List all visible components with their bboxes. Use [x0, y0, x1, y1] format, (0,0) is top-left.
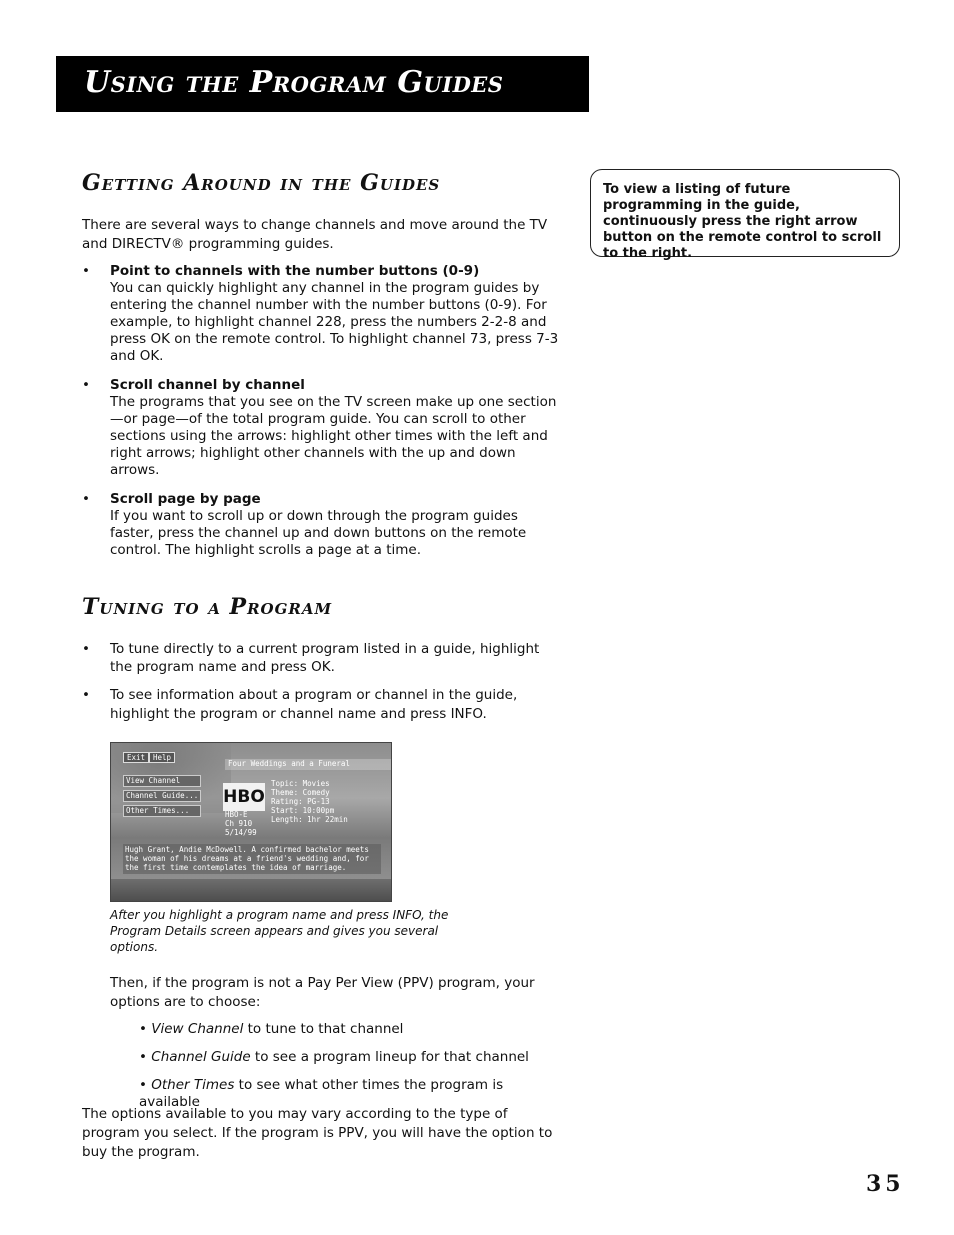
- option-name: Channel Guide: [151, 1049, 251, 1065]
- screen-program-title: Four Weddings and a Funeral: [225, 759, 391, 770]
- channel-line: HBO-E: [225, 810, 248, 819]
- detail-line: Theme: Comedy: [271, 788, 330, 797]
- option-item: • Channel Guide to see a program lineup for that channel: [139, 1049, 529, 1065]
- option-name: View Channel: [151, 1021, 244, 1037]
- intro-paragraph: There are several ways to change channels and move around the TV and DIRECTV® programming guides.: [82, 217, 548, 252]
- bullet-title: Scroll channel by channel: [110, 377, 305, 393]
- screen-help-button: Help: [149, 752, 175, 763]
- screen-menu-channel-guide: Channel Guide...: [123, 790, 201, 802]
- bullet-dot: •: [82, 687, 90, 703]
- screen-details: [271, 779, 381, 824]
- tip-note-box: To view a listing of future programming in the guide, continuously press the right arrow button on the remote control to scroll to the right.: [590, 169, 900, 257]
- section-heading-getting-around: Getting Around in the Guides: [82, 170, 441, 196]
- then-paragraph: Then, if the program is not a Pay Per View (PPV) program, your options are to choose:: [110, 975, 535, 1010]
- bullet-dot: •: [82, 263, 90, 279]
- bullet-text: To see information about a program or channel in the guide, highlight the program or channel name and press INFO.: [110, 687, 518, 722]
- screen-channel-info: [225, 810, 257, 837]
- bullet-dot: •: [82, 491, 90, 507]
- hbo-logo: HBO: [223, 783, 265, 811]
- channel-line: Ch 910: [225, 819, 253, 828]
- screen-description: Hugh Grant, Andie McDowell. A confirmed bachelor meets the woman of his dreams at a friend's wedding and, for the first time contemplates the idea of marriage.: [123, 844, 381, 874]
- detail-line: Length: 1hr 22min: [271, 815, 348, 824]
- figure-caption: After you highlight a program name and press INFO, the Program Details screen appears and gives you several options.: [110, 908, 449, 954]
- bullet-text: If you want to scroll up or down through the program guides faster, press the channel up and down buttons on the remote control. The highlight scrolls a page at a time.: [110, 508, 527, 558]
- screen-foreground: [111, 879, 392, 901]
- option-item: • View Channel to tune to that channel: [139, 1021, 404, 1037]
- bullet-title: Scroll page by page: [110, 491, 261, 507]
- option-desc: to see a program lineup for that channel: [250, 1049, 529, 1065]
- screen-menu-other-times: Other Times...: [123, 805, 201, 817]
- channel-line: 5/14/99: [225, 828, 257, 837]
- detail-line: Start: 10:00pm: [271, 806, 335, 815]
- page-number: 35: [866, 1171, 905, 1197]
- detail-line: Rating: PG-13: [271, 797, 330, 806]
- header-bar: [56, 56, 589, 112]
- screen-menu-view-channel: View Channel: [123, 775, 201, 787]
- detail-line: Topic: Movies: [271, 779, 330, 788]
- bullet-dot: •: [82, 641, 90, 657]
- page-title: Using the Program Guides: [84, 65, 504, 100]
- bullet-text: You can quickly highlight any channel in the program guides by entering the channel number with the number buttons (0-9). For example, to highlight channel 228, press the numbers 2-2-8 and press OK on the remote control. To highlight channel 73, press 7-3 and OK.: [110, 280, 559, 364]
- screen-exit-button: Exit: [123, 752, 149, 763]
- option-name: Other Times: [151, 1077, 235, 1093]
- option-item: • Other Times to see what other times the program is available: [139, 1077, 504, 1110]
- bullet-title: Point to channels with the number buttons (0-9): [110, 263, 480, 279]
- bullet-text: To tune directly to a current program listed in a guide, highlight the program name and press OK.: [110, 641, 540, 675]
- section-heading-tuning: Tuning to a Program: [82, 594, 333, 620]
- bullet-dot: •: [82, 377, 90, 393]
- program-details-screenshot: [110, 742, 392, 902]
- closing-paragraph: The options available to you may vary according to the type of program you select. If the program is PPV, you will have the option to buy the program.: [82, 1106, 553, 1160]
- option-desc: to tune to that channel: [243, 1021, 404, 1037]
- bullet-text: The programs that you see on the TV screen make up one section—or page—of the total program guide. You can scroll to other sections using the arrows: highlight other times with the left and right arrows; highlight other channels with the up and down arrows.: [110, 394, 557, 478]
- option-desc: to see what other times the program is available: [139, 1077, 504, 1110]
